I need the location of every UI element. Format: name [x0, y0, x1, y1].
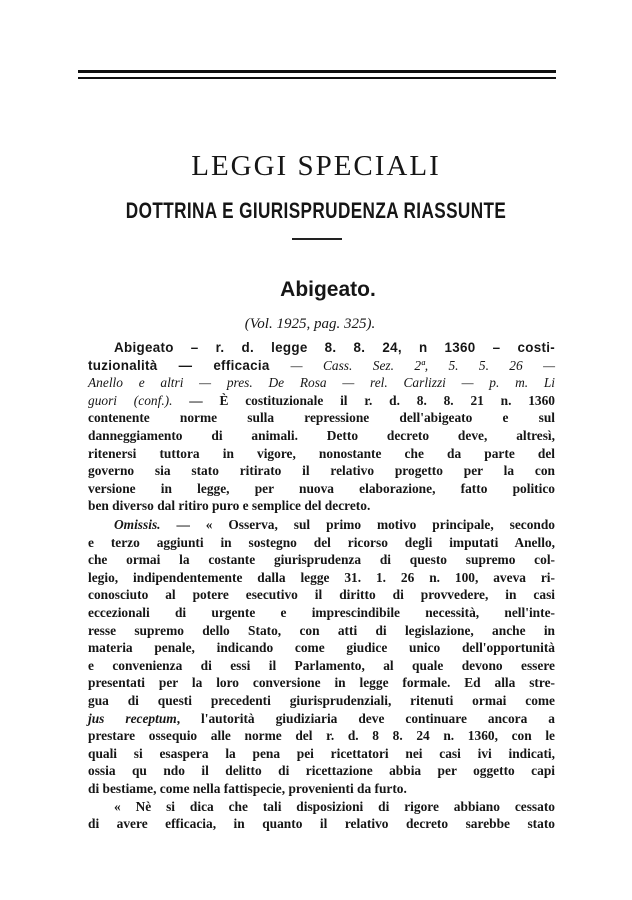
text-segment: Abigeato – r. d. legge 8. 8. 24, n 1360 – costi-: [114, 340, 555, 355]
text-line: [88, 727, 555, 745]
text-segment: Omissis.: [114, 517, 161, 532]
text-segment: ritenersi tuttora in vigore, nonostante che da parte del: [88, 445, 555, 461]
text-line: [88, 427, 555, 445]
text-segment: Anello e altri — pres. De Rosa — rel. Carlizzi — p. m. Li: [88, 375, 555, 391]
text-line: [88, 815, 555, 833]
text-segment: di bestiame, come nella fattispecie, provenienti da furto.: [88, 780, 407, 796]
text-line: [88, 480, 555, 498]
text-line: [88, 339, 555, 357]
text-line: [88, 445, 555, 463]
text-segment: governo sia stato ritirato il relativo progetto per la con: [88, 463, 555, 479]
text-segment: , l'autorità giudiziaria deve continuare ancora a: [176, 710, 555, 726]
text-segment: versione in legge, per nuova elaborazione, fatto politico: [88, 480, 555, 496]
text-line: [88, 745, 555, 763]
text-segment: « Nè si dica che tali disposizioni di rigore abbiano cessato: [114, 798, 555, 814]
text-segment: guori (conf.).: [88, 392, 190, 408]
text-segment: contenente norme sulla repressione dell'abigeato e sul: [88, 410, 555, 426]
top-rule-thick: [78, 70, 556, 73]
text-segment: jus receptum: [88, 710, 177, 726]
text-line: [88, 798, 555, 816]
text-segment: — È costituzionale il r. d. 8. 8. 21 n. 1360: [189, 392, 555, 408]
text-line: [88, 569, 555, 587]
text-segment: conosciuto al potere esecutivo il diritto di provvedere, in casi: [88, 587, 555, 603]
text-line: [88, 692, 555, 710]
top-rule-thin: [78, 77, 556, 79]
text-line: [88, 392, 555, 410]
text-segment: e terzo aggiunti in sostegno del ricorso degli imputati Anello,: [88, 534, 555, 550]
page-title: LEGGI SPECIALI: [191, 150, 441, 182]
text-line: [88, 780, 555, 798]
text-segment: di avere efficacia, in quanto il relativo decreto sarebbe stato: [88, 816, 555, 832]
section-heading: Abigeato.: [280, 278, 376, 301]
text-line: [88, 374, 555, 392]
text-line: [88, 497, 555, 515]
text-line: [88, 639, 555, 657]
text-segment: ossia qu ndo il delitto di ricettazione abbia per oggetto capi: [88, 763, 555, 779]
paragraph-decision-text: [88, 516, 555, 833]
text-line: [88, 710, 555, 728]
text-segment: — « Osserva, sul primo motivo principale, secondo: [160, 517, 555, 532]
text-segment: ben diverso dal ritiro puro e semplice del decreto.: [88, 498, 371, 514]
text-segment: eccezionali di urgente e imprescindibile necessità, nell'inte-: [88, 604, 555, 620]
text-line: [88, 762, 555, 780]
text-line: [88, 657, 555, 675]
title-divider: [292, 238, 342, 240]
page-subtitle: DOTTRINA E GIURISPRUDENZA RIASSUNTE: [125, 198, 507, 223]
text-line: [88, 622, 555, 640]
text-line: [88, 409, 555, 427]
text-segment: tuzionalità — efficacia: [88, 357, 291, 373]
paragraph-summary: [88, 339, 555, 515]
text-segment: danneggiamento di animali. Detto decreto deve, altresì,: [88, 427, 555, 443]
text-line: [88, 357, 555, 375]
text-line: [88, 604, 555, 622]
text-segment: quali si esaspera la pena pei ricettatori nei casi ivi indicati,: [88, 745, 555, 761]
text-segment: presentati per la loro conversione in legge formale. Ed alla stre-: [88, 675, 555, 691]
text-line: [88, 551, 555, 569]
text-segment: — Cass. Sez. 2ª, 5. 5. 26 —: [290, 357, 555, 373]
text-segment: che ormai la costante giurisprudenza di questo supremo col-: [88, 552, 555, 568]
text-segment: materia penale, indicando come giudice unico dell'opportunità: [88, 640, 555, 656]
text-segment: prestare ossequio alle norme del r. d. 8 8. 24 n. 1360, con le: [88, 728, 555, 744]
text-segment: resse supremo dello Stato, con atti di legislazione, anche in: [88, 622, 555, 638]
text-segment: gua di questi precedenti giurisprudenziali, ritenuti ormai come: [88, 692, 555, 708]
text-segment: legio, indipendentemente dalla legge 31. 1. 26 n. 100, aveva ri-: [88, 569, 555, 585]
text-line: [88, 462, 555, 480]
text-line: [88, 586, 555, 604]
text-line: [88, 674, 555, 692]
text-segment: e convenienza di essi il Parlamento, al quale devono essere: [88, 657, 555, 673]
text-line: [88, 534, 555, 552]
section-reference: (Vol. 1925, pag. 325).: [244, 316, 376, 332]
text-line: [88, 516, 555, 534]
